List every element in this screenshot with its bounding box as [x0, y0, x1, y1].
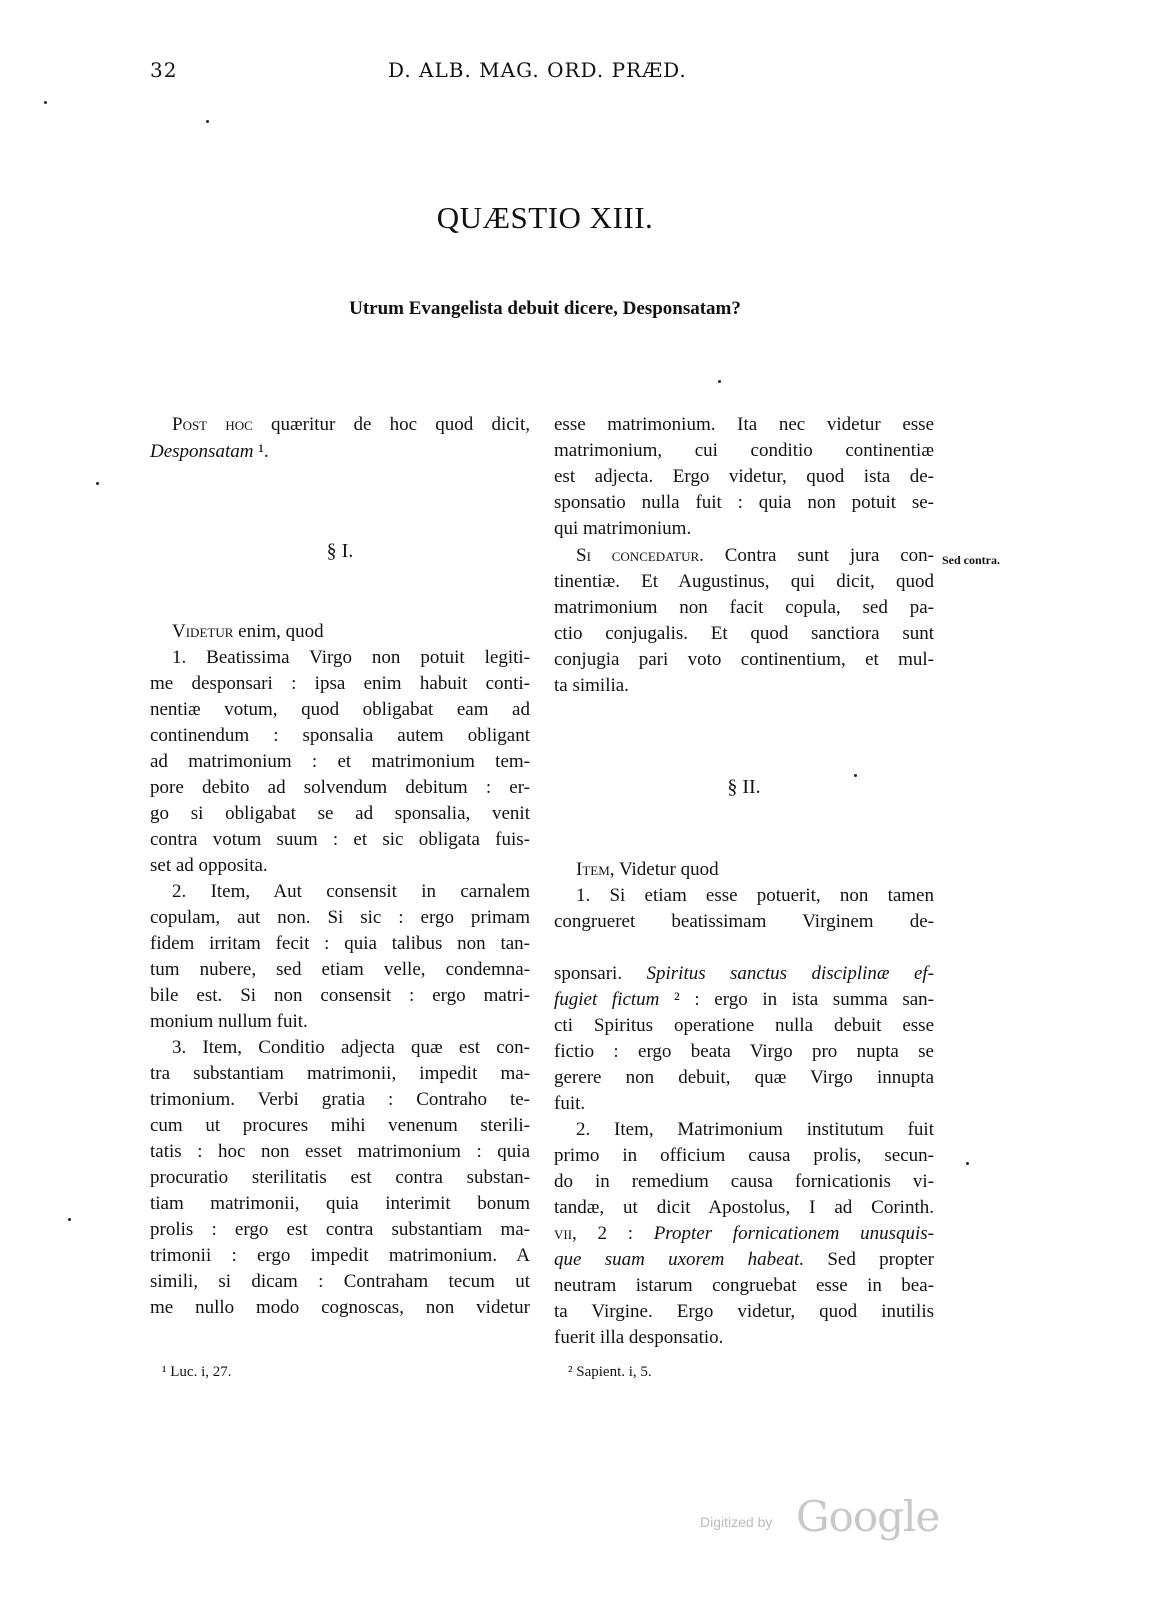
- text-line: trimonium. Verbi gratia : Contraho te-: [150, 1089, 530, 1110]
- p2-line-italic-b: [554, 1247, 934, 1273]
- text-line: set ad opposita.: [150, 855, 268, 876]
- text-line: continendum : sponsalia autem obligant: [150, 725, 530, 746]
- text-line: do in remedium causa fornicationis vi-: [554, 1171, 934, 1192]
- p1-after-b: ² : ergo in ista summa san-: [659, 989, 934, 1010]
- text-line: tra substantiam matrimonii, impedit ma-: [150, 1063, 530, 1084]
- text-line: tiam matrimonii, quia interimit bonum: [150, 1193, 530, 1214]
- text-line: nentiæ votum, quod obligabat eam ad: [150, 699, 530, 720]
- digitized-watermark: [700, 1492, 1020, 1546]
- text-line: me desponsari : ipsa enim habuit conti-: [150, 673, 530, 694]
- text-line: conjugia pari voto continentium, et mul-: [554, 649, 934, 670]
- text-line: neutram istarum congruebat esse in bea-: [554, 1275, 934, 1296]
- p1-line-italic-a: [554, 961, 934, 987]
- text-line: cti Spiritus operatione nulla debuit esse: [554, 1015, 934, 1036]
- text-line: qui matrimonium.: [554, 518, 692, 539]
- text-line: gerere non debuit, quæ Virgo innupta: [554, 1067, 934, 1088]
- text-line: ta similia.: [554, 675, 629, 696]
- text-line: bile est. Si non consensit : ergo matri-: [150, 985, 530, 1006]
- text-line: me nullo modo cognoscas, non videtur: [150, 1297, 530, 1318]
- text-line: primo in officium causa prolis, secun-: [554, 1145, 934, 1166]
- text-line: matrimonium non facit copula, sed pa-: [554, 597, 934, 618]
- p1-lead: sponsari.: [554, 963, 623, 984]
- running-title: D. ALB. MAG. ORD. PRÆD.: [388, 58, 687, 82]
- text-line: pore debito ad solvendum debitum : er-: [150, 777, 530, 798]
- intro-text: quæritur de hoc quod dicit,: [252, 414, 530, 435]
- digitized-text: Digitized by: [700, 1514, 773, 1530]
- text-line: trimonii : ergo impedit matrimonium. A: [150, 1245, 530, 1266]
- text-line: fuerit illa desponsatio.: [554, 1327, 724, 1348]
- text-line: ad matrimonium : et matrimonium tem-: [150, 751, 530, 772]
- text-line: procuratio sterilitatis est contra substan-: [150, 1167, 530, 1188]
- section-2-heading: § II.: [727, 776, 761, 798]
- footnote-ref-1: ¹.: [253, 441, 269, 462]
- si-concedatur-line: [554, 543, 934, 569]
- text-line: tinentiæ. Et Augustinus, qui dicit, quod: [554, 571, 934, 592]
- videtur-line: [150, 619, 530, 645]
- question-subtitle: Utrum Evangelista debuit dicere, Desponsatam?: [349, 298, 741, 319]
- text-line: esse matrimonium. Ita nec videtur esse: [554, 414, 934, 435]
- text-line: 2. Item, Matrimonium institutum fuit: [576, 1119, 934, 1140]
- scan-speck: [854, 774, 857, 777]
- text-line: go si obligabat se ad sponsalia, venit: [150, 803, 530, 824]
- text-line: tum nubere, sed etiam velle, condemna-: [150, 959, 530, 980]
- p2-vii: vii, 2 :: [554, 1223, 654, 1244]
- p1-line-italic-b: [554, 987, 934, 1013]
- text-line: tatis : hoc non esset matrimonium : quia: [150, 1141, 530, 1162]
- item-lead: Item: [576, 859, 610, 880]
- text-line: congrueret beatissimam Virginem de-: [554, 911, 934, 932]
- google-logo: Google: [796, 1492, 940, 1541]
- text-line: 3. Item, Conditio adjecta quæ est con-: [172, 1037, 530, 1058]
- text-line: 1. Si etiam esse potuerit, non tamen: [576, 885, 934, 906]
- scan-speck: [718, 380, 721, 383]
- p2-italic-a: Propter fornicationem unusquis-: [653, 1223, 934, 1244]
- text-line: contra votum suum : et sic obligata fuis-: [150, 829, 530, 850]
- text-line: ctio conjugalis. Et quod sanctiora sunt: [554, 623, 934, 644]
- text-line: simili, si dicam : Contraham tecum ut: [150, 1271, 530, 1292]
- text-line: tandæ, ut dicit Apostolus, I ad Corinth.: [554, 1197, 934, 1218]
- scan-speck: [44, 101, 47, 104]
- videtur-text: enim, quod: [233, 621, 324, 642]
- item-text: , Videtur quod: [609, 859, 719, 880]
- running-header: [150, 58, 950, 88]
- intro-line-2: [150, 439, 530, 465]
- margin-note: Sed contra.: [942, 553, 1000, 567]
- intro-italic: Desponsatam: [150, 441, 254, 462]
- footnote-2: ² Sapient. i, 5.: [568, 1364, 652, 1380]
- footnote-1: ¹ Luc. i, 27.: [162, 1364, 232, 1380]
- p1-italic-a: Spiritus sanctus disciplinæ ef-: [646, 963, 935, 984]
- text-line: copulam, aut non. Si sic : ergo primam: [150, 907, 530, 928]
- page-number: 32: [150, 58, 178, 82]
- videtur-lead: Videtur: [172, 621, 234, 642]
- text-line: 1. Beatissima Virgo non potuit legiti-: [172, 647, 530, 668]
- text-line: fictio : ergo beata Virgo pro nupta se: [554, 1041, 934, 1062]
- p2-line-vii: [554, 1221, 934, 1247]
- scan-speck: [206, 120, 209, 123]
- text-line: matrimonium, cui conditio continentiæ: [554, 440, 934, 461]
- text-line: est adjecta. Ergo videtur, quod ista de-: [554, 466, 934, 487]
- text-line: cum ut procures mihi venenum sterili-: [150, 1115, 530, 1136]
- text-line: 2. Item, Aut consensit in carnalem: [172, 881, 530, 902]
- p2-italic-b: que suam uxorem habeat.: [554, 1249, 805, 1270]
- scan-speck: [966, 1162, 969, 1165]
- text-line: sponsatio nulla fuit : quia non potuit se-: [554, 492, 934, 513]
- intro-lead: Post hoc: [172, 414, 253, 435]
- p2-after-b: Sed propter: [804, 1249, 934, 1270]
- text-line: ta Virgine. Ergo videtur, quod inutilis: [554, 1301, 934, 1322]
- section-1-heading: § I.: [326, 540, 354, 562]
- item-line: [554, 857, 934, 883]
- scan-speck: [68, 1218, 71, 1221]
- p1-italic-b: fugiet fictum: [554, 989, 660, 1010]
- si-text: . Contra sunt jura con-: [699, 545, 935, 566]
- intro-line-1: [150, 412, 530, 438]
- question-title: QUÆSTIO XIII.: [436, 200, 654, 235]
- text-line: fuit.: [554, 1093, 586, 1114]
- scan-speck: [96, 482, 99, 485]
- text-line: prolis : ergo est contra substantiam ma-: [150, 1219, 530, 1240]
- text-line: monium nullum fuit.: [150, 1011, 308, 1032]
- si-lead: Si concedatur: [576, 545, 700, 566]
- text-line: fidem irritam fecit : quia talibus non tan-: [150, 933, 530, 954]
